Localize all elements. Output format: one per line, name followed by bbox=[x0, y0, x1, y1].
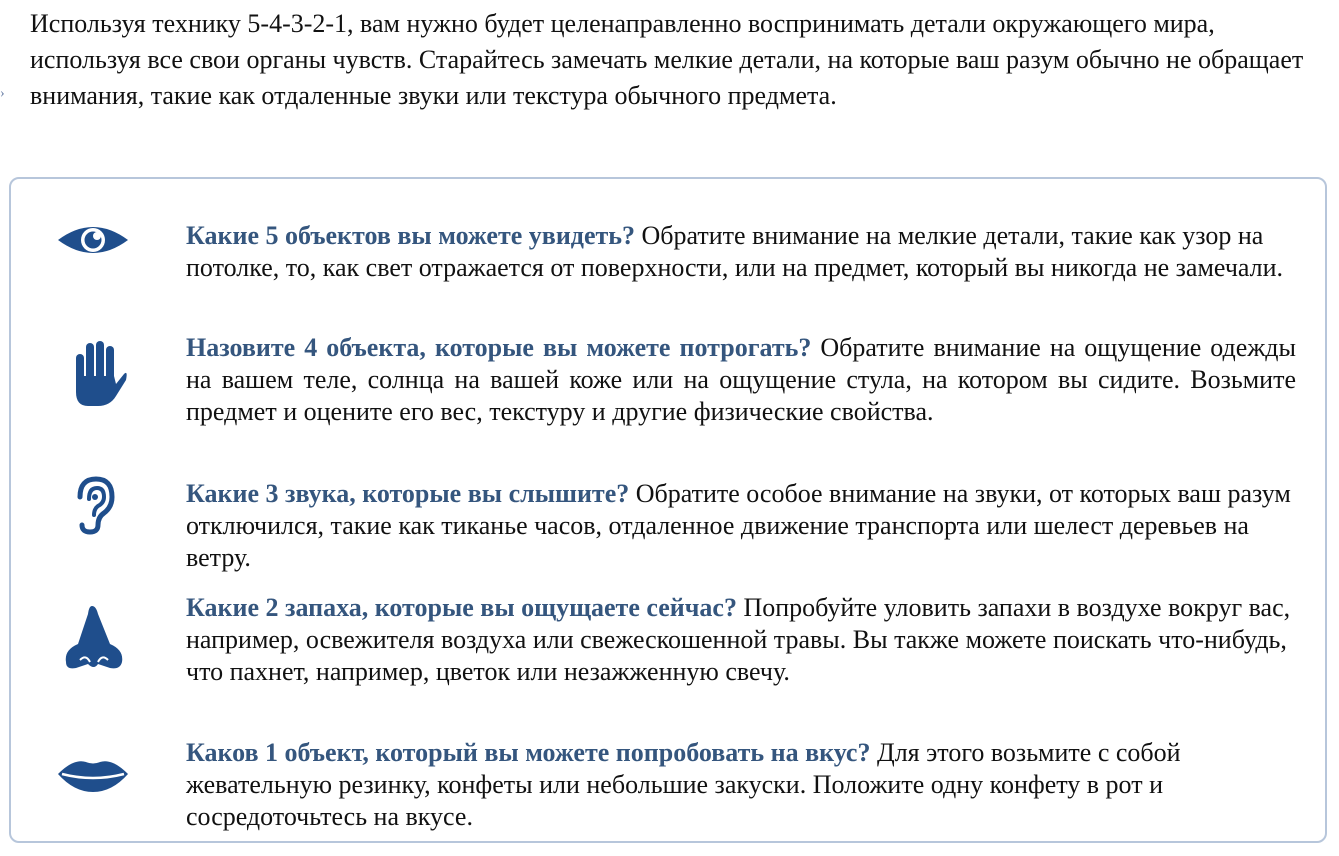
ear-icon bbox=[70, 475, 120, 535]
sense-row-touch bbox=[186, 332, 1296, 428]
nose-icon bbox=[62, 604, 126, 672]
lips-icon bbox=[56, 756, 130, 794]
hand-icon bbox=[68, 340, 128, 410]
sense-row-see bbox=[186, 220, 1296, 284]
text-touch: Обратите внимание на ощущение одежды на вашем теле, солнца на вашей коже или на ощущение стула, на котором вы сидите. Возьмите предмет и оцените его вес, текстуру и другие физические свойства. bbox=[186, 333, 1296, 426]
question-smell: Какие 2 запаха, которые вы ощущаете сейчас? bbox=[186, 593, 737, 622]
intro-paragraph: Используя технику 5-4-3-2-1, вам нужно будет целенаправленно воспринимать детали окружающего мира, используя все свои органы чувств. Старайтесь замечать мелкие детали, на которые ваш разум обычно не обращает внимания, такие как отдаленные звуки или текстура обычного предмета. bbox=[30, 9, 1304, 110]
question-see: Какие 5 объектов вы можете увидеть? bbox=[186, 221, 636, 250]
question-taste: Каков 1 объект, который вы можете попробовать на вкус? bbox=[186, 738, 871, 767]
sense-row-hear bbox=[186, 478, 1296, 574]
text-taste: Для этого возьмите с собой жевательную резинку, конфеты или небольшие закуски. Положите одну конфету в рот и сосредоточьтесь на вкусе. bbox=[186, 738, 1181, 831]
text-smell: Попробуйте уловить запахи в воздухе вокруг вас, например, освежителя воздуха или свежескошенной травы. Вы также можете поискать что-нибудь, что пахнет, например, цветок или незажженную свечу. bbox=[186, 593, 1291, 686]
eye-icon bbox=[56, 220, 130, 260]
sense-row-smell bbox=[186, 592, 1296, 688]
text-see: Обратите внимание на мелкие детали, такие как узор на потолке, то, как свет отражается от поверхности, или на предмет, который вы никогда не замечали. bbox=[186, 221, 1284, 282]
margin-mark: › bbox=[0, 86, 5, 101]
question-hear: Какие 3 звука, которые вы слышите? bbox=[186, 479, 630, 508]
question-touch: Назовите 4 объекта, которые вы можете потрогать? bbox=[186, 333, 812, 362]
sense-row-taste bbox=[186, 737, 1296, 833]
text-hear: Обратите особое внимание на звуки, от которых ваш разум отключился, такие как тиканье часов, отдаленное движение транспорта или шелест деревьев на ветру. bbox=[186, 479, 1291, 572]
